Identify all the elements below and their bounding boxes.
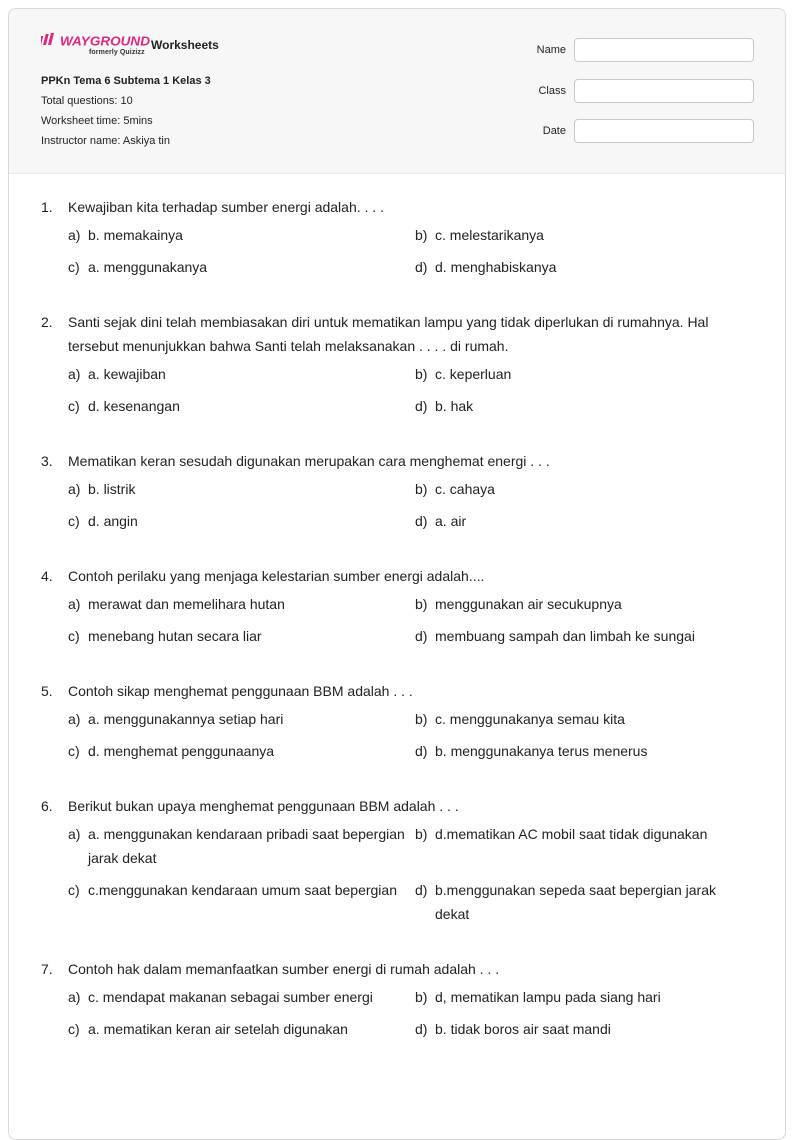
worksheet-meta	[41, 73, 211, 153]
option-text: menggunakan air secukupnya	[435, 596, 622, 612]
option-letter: d)	[415, 398, 428, 414]
option-letter: b)	[415, 826, 428, 842]
option-text: b. menggunakanya terus menerus	[435, 743, 648, 759]
total-questions: Total questions: 10	[41, 95, 133, 107]
brand-tagline: formerly Quizizz	[89, 49, 145, 56]
question-number: 5.	[41, 683, 53, 699]
date-field-row	[537, 118, 754, 144]
question-6	[41, 794, 757, 926]
option-letter: c)	[68, 259, 80, 275]
option-a[interactable]	[68, 592, 415, 616]
answer-options	[68, 592, 757, 648]
option-d[interactable]	[415, 394, 757, 418]
question-number: 6.	[41, 798, 53, 814]
option-letter: d)	[415, 882, 428, 898]
worksheet-header	[9, 9, 785, 174]
option-text: d.mematikan AC mobil saat tidak digunakan	[435, 826, 708, 842]
class-label: Class	[538, 84, 566, 97]
worksheet-page	[8, 8, 786, 1140]
question-number: 1.	[41, 199, 53, 215]
option-text: c. cahaya	[435, 481, 495, 497]
question-text: Santi sejak dini telah membiasakan diri untuk mematikan lampu yang tidak diperlukan di rumahnya. Hal tersebut menunjukkan bahwa Santi telah melaksanakan . . . . di rumah.	[68, 314, 709, 354]
option-text: c. menggunakanya semau kita	[435, 711, 625, 727]
option-text: merawat dan memelihara hutan	[88, 596, 285, 612]
question-1	[41, 195, 757, 279]
question-5	[41, 679, 757, 763]
option-letter: d)	[415, 1021, 428, 1037]
worksheet-title: PPKn Tema 6 Subtema 1 Kelas 3	[41, 75, 211, 87]
option-text: c. melestarikanya	[435, 227, 544, 243]
option-d[interactable]	[415, 1017, 757, 1041]
name-input[interactable]	[574, 38, 754, 62]
option-letter: d)	[415, 743, 428, 759]
option-a[interactable]	[68, 362, 415, 386]
option-text: b. memakainya	[88, 227, 183, 243]
option-letter: c)	[68, 743, 80, 759]
answer-options	[68, 223, 757, 279]
option-text: d. angin	[88, 513, 138, 529]
option-letter: a)	[68, 596, 81, 612]
option-text: membuang sampah dan limbah ke sungai	[435, 628, 695, 644]
option-letter: c)	[68, 513, 80, 529]
option-a[interactable]	[68, 477, 415, 501]
option-a[interactable]	[68, 985, 415, 1009]
option-letter: b)	[415, 989, 428, 1005]
option-a[interactable]	[68, 223, 415, 247]
name-field-row	[537, 37, 754, 63]
date-label: Date	[542, 125, 566, 137]
question-text: Kewajiban kita terhadap sumber energi adalah. . . .	[68, 199, 384, 215]
option-c[interactable]	[68, 394, 415, 418]
option-letter: a)	[68, 366, 81, 382]
option-c[interactable]	[68, 739, 415, 763]
option-text: b.menggunakan sepeda saat bepergian jarak dekat	[435, 882, 716, 922]
option-letter: c)	[68, 882, 80, 898]
option-text: b. hak	[435, 398, 474, 414]
question-7	[41, 957, 757, 1041]
option-letter: a)	[68, 826, 81, 842]
option-text: b. listrik	[88, 481, 136, 497]
option-b[interactable]	[415, 985, 757, 1009]
option-text: c.menggunakan kendaraan umum saat bepergian	[88, 882, 397, 898]
wayground-logo-icon	[41, 33, 151, 49]
option-b[interactable]	[415, 822, 757, 870]
student-fields	[537, 37, 754, 159]
option-text: d. kesenangan	[88, 398, 180, 414]
option-letter: b)	[415, 711, 428, 727]
question-list	[41, 195, 757, 1072]
worksheet-time: Worksheet time: 5mins	[41, 115, 153, 127]
option-b[interactable]	[415, 223, 757, 247]
option-letter: b)	[415, 227, 428, 243]
option-letter: d)	[415, 513, 428, 529]
option-letter: d)	[415, 259, 428, 275]
class-field-row	[537, 78, 754, 104]
option-text: a. mematikan keran air setelah digunakan	[88, 1021, 348, 1037]
option-letter: b)	[415, 481, 428, 497]
answer-options	[68, 362, 757, 418]
question-text: Contoh perilaku yang menjaga kelestarian sumber energi adalah....	[68, 568, 485, 584]
question-4	[41, 564, 757, 648]
option-text: c. mendapat makanan sebagai sumber energi	[88, 989, 373, 1005]
option-text: c. keperluan	[435, 366, 512, 382]
option-b[interactable]	[415, 592, 757, 616]
option-text: b. tidak boros air saat mandi	[435, 1021, 611, 1037]
question-number: 3.	[41, 453, 53, 469]
option-letter: a)	[68, 989, 81, 1005]
option-b[interactable]	[415, 707, 757, 731]
answer-options	[68, 985, 757, 1041]
option-letter: c)	[68, 1021, 80, 1037]
option-text: a. air	[435, 513, 467, 529]
option-c[interactable]	[68, 624, 415, 648]
option-c[interactable]	[68, 509, 415, 533]
option-c[interactable]	[68, 1017, 415, 1041]
question-3	[41, 449, 757, 533]
question-text: Contoh sikap menghemat penggunaan BBM adalah . . .	[68, 683, 413, 699]
option-letter: c)	[68, 398, 80, 414]
option-letter: c)	[68, 628, 80, 644]
option-d[interactable]	[415, 624, 757, 648]
option-letter: b)	[415, 366, 428, 382]
option-b[interactable]	[415, 362, 757, 386]
option-text: a. menggunakanya	[88, 259, 208, 275]
option-text: a. menggunakan kendaraan pribadi saat bepergian jarak dekat	[88, 826, 405, 866]
option-text: a. menggunakannya setiap hari	[88, 711, 284, 727]
option-d[interactable]	[415, 739, 757, 763]
option-text: d. menghabiskanya	[435, 259, 557, 275]
instructor-name: Instructor name: Askiya tin	[41, 135, 170, 147]
question-number: 2.	[41, 314, 53, 330]
question-text: Berikut bukan upaya menghemat penggunaan BBM adalah . . .	[68, 798, 459, 814]
option-letter: b)	[415, 596, 428, 612]
answer-options	[68, 707, 757, 763]
option-letter: a)	[68, 481, 81, 497]
option-letter: a)	[68, 227, 81, 243]
answer-options	[68, 822, 757, 926]
option-c[interactable]	[68, 878, 415, 926]
option-d[interactable]	[415, 878, 757, 926]
question-number: 4.	[41, 568, 53, 584]
question-2	[41, 310, 757, 418]
product-name: Worksheets	[151, 38, 219, 52]
option-text: a. kewajiban	[88, 366, 166, 382]
class-input[interactable]	[574, 79, 754, 103]
option-text: d. menghemat penggunaanya	[88, 743, 275, 759]
option-letter: a)	[68, 711, 81, 727]
logo-wordmark: WAYGROUND	[60, 33, 151, 49]
question-text: Contoh hak dalam memanfaatkan sumber energi di rumah adalah . . .	[68, 961, 500, 977]
option-c[interactable]	[68, 255, 415, 279]
option-a[interactable]	[68, 707, 415, 731]
option-d[interactable]	[415, 255, 757, 279]
answer-options	[68, 477, 757, 533]
date-input[interactable]	[574, 119, 754, 143]
option-text: d, mematikan lampu pada siang hari	[435, 989, 661, 1005]
name-label: Name	[536, 44, 566, 56]
question-text: Mematikan keran sesudah digunakan merupakan cara menghemat energi . . .	[68, 453, 550, 469]
option-a[interactable]	[68, 822, 415, 870]
option-text: menebang hutan secara liar	[88, 628, 262, 644]
option-b[interactable]	[415, 477, 757, 501]
option-letter: d)	[415, 628, 428, 644]
option-d[interactable]	[415, 509, 757, 533]
question-number: 7.	[41, 961, 53, 977]
